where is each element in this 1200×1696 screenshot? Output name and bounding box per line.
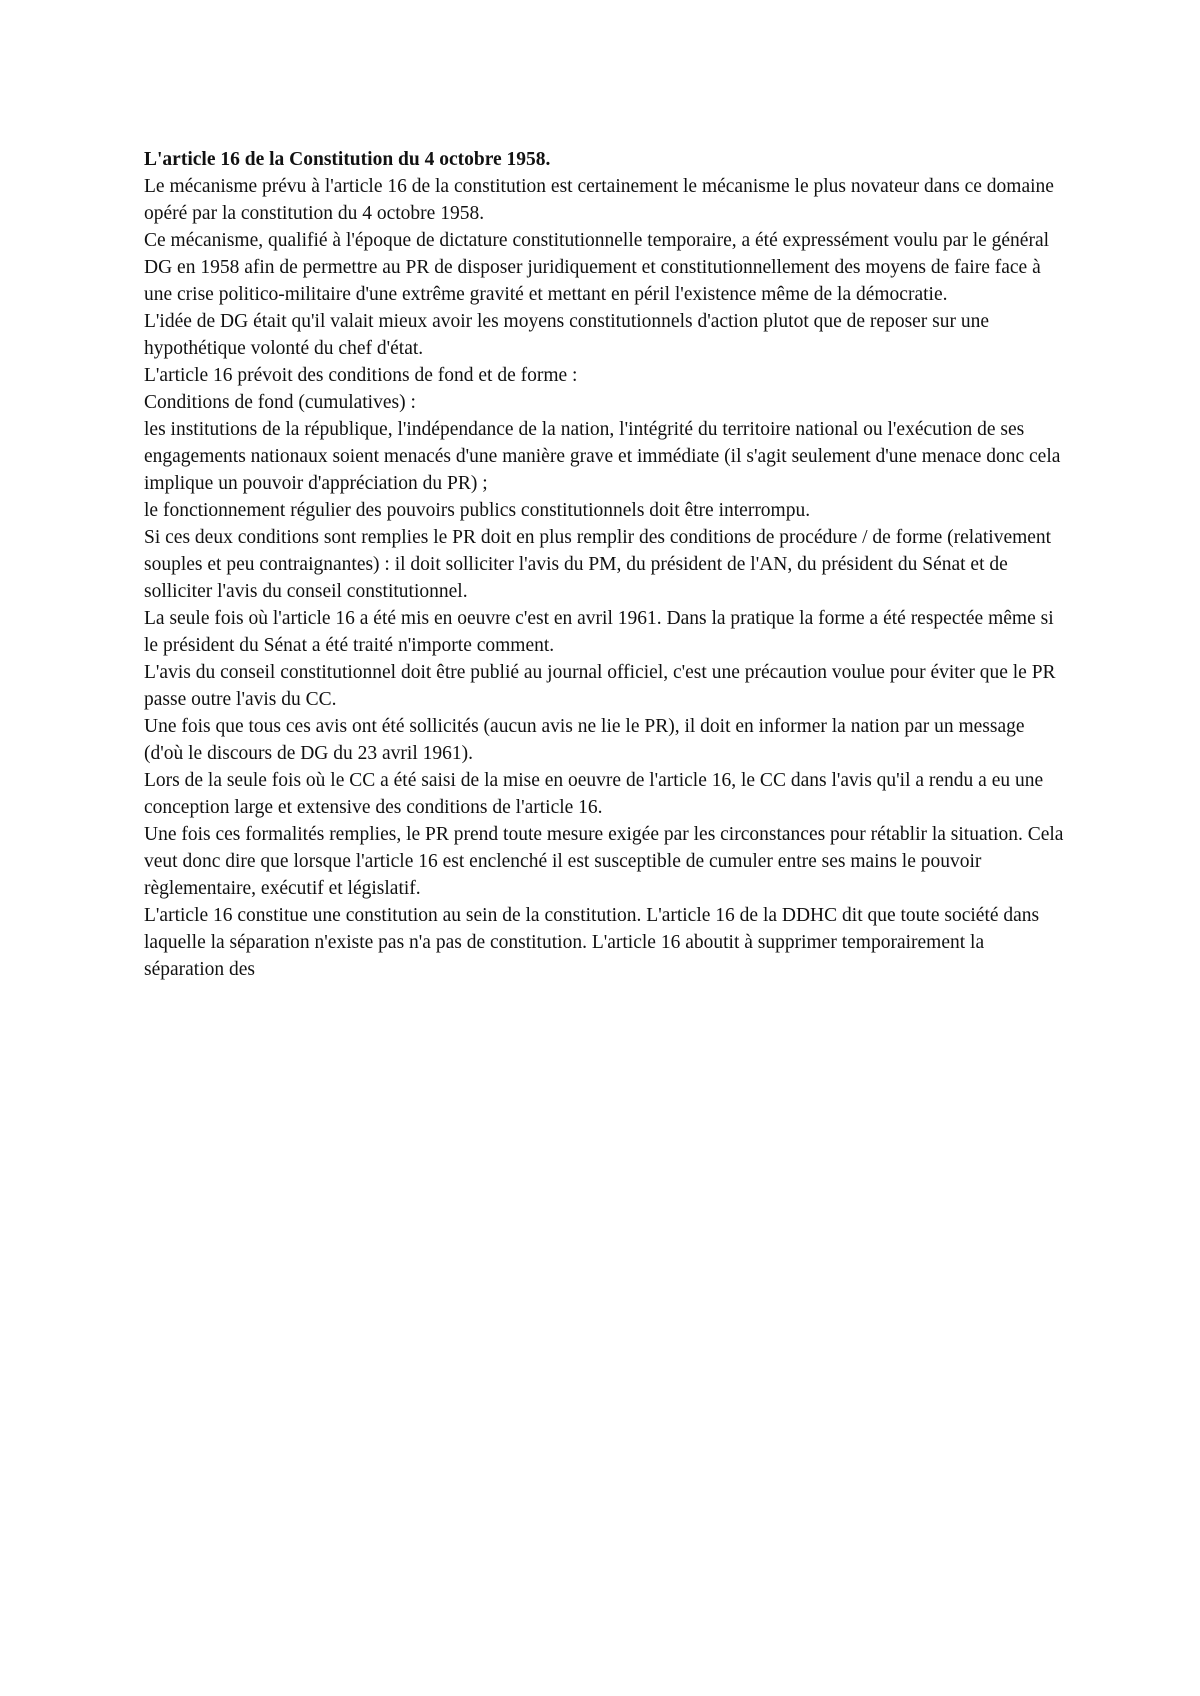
paragraph: L'avis du conseil constitutionnel doit être publié au journal officiel, c'est une précaution voulue pour éviter que le PR passe outre l'avis du CC.: [144, 662, 1056, 710]
paragraph: Lors de la seule fois où le CC a été saisi de la mise en oeuvre de l'article 16, le CC dans l'avis qu'il a rendu a eu une conception large et extensive des conditions de l'article 16.: [144, 770, 1044, 818]
paragraph: Une fois ces formalités remplies, le PR prend toute mesure exigée par les circonstances pour rétablir la situation. Cela veut donc dire que lorsque l'article 16 est enclenché il est susceptible de cumuler entre ses mains le pouvoir règlementaire, exécutif et législatif.: [144, 824, 1064, 899]
document-title: L'article 16 de la Constitution du 4 octobre 1958.: [144, 149, 551, 170]
paragraph: le fonctionnement régulier des pouvoirs publics constitutionnels doit être interrompu.: [144, 500, 811, 521]
paragraph: Si ces deux conditions sont remplies le PR doit en plus remplir des conditions de procédure / de forme (relativement souples et peu contraignantes) : il doit solliciter l'avis du PM, du président de l'AN, du président du Sénat et de solliciter l'avis du conseil constitutionnel.: [144, 527, 1052, 602]
paragraph: La seule fois où l'article 16 a été mis en oeuvre c'est en avril 1961. Dans la pratique la forme a été respectée même si le président du Sénat a été traité n'importe comment.: [144, 608, 1054, 656]
paragraph: L'article 16 constitue une constitution au sein de la constitution. L'article 16 de la DDHC dit que toute société dans laquelle la séparation n'existe pas n'a pas de constitution. L'article 16 aboutit à supprimer temporairement la séparation des: [144, 905, 1040, 980]
paragraph: L'idée de DG était qu'il valait mieux avoir les moyens constitutionnels d'action plutot que de reposer sur une hypothétique volonté du chef d'état.: [144, 311, 990, 359]
paragraph: Conditions de fond (cumulatives) :: [144, 392, 416, 413]
paragraph: Ce mécanisme, qualifié à l'époque de dictature constitutionnelle temporaire, a été expressément voulu par le général DG en 1958 afin de permettre au PR de disposer juridiquement et constitutionnellement des moyens de faire face à une crise politico-militaire d'une extrême gravité et mettant en péril l'existence même de la démocratie.: [144, 230, 1050, 305]
paragraph: Le mécanisme prévu à l'article 16 de la constitution est certainement le mécanisme le plus novateur dans ce domaine opéré par la constitution du 4 octobre 1958.: [144, 176, 1054, 224]
paragraph: Une fois que tous ces avis ont été sollicités (aucun avis ne lie le PR), il doit en informer la nation par un message (d'où le discours de DG du 23 avril 1961).: [144, 716, 1025, 764]
paragraph: les institutions de la république, l'indépendance de la nation, l'intégrité du territoire national ou l'exécution de ses engagements nationaux soient menacés d'une manière grave et immédiate (il s'agit seulement d'une menace donc cela implique un pouvoir d'appréciation du PR) ;: [144, 419, 1061, 494]
paragraph: L'article 16 prévoit des conditions de fond et de forme :: [144, 365, 578, 386]
document-body: [144, 146, 1064, 983]
